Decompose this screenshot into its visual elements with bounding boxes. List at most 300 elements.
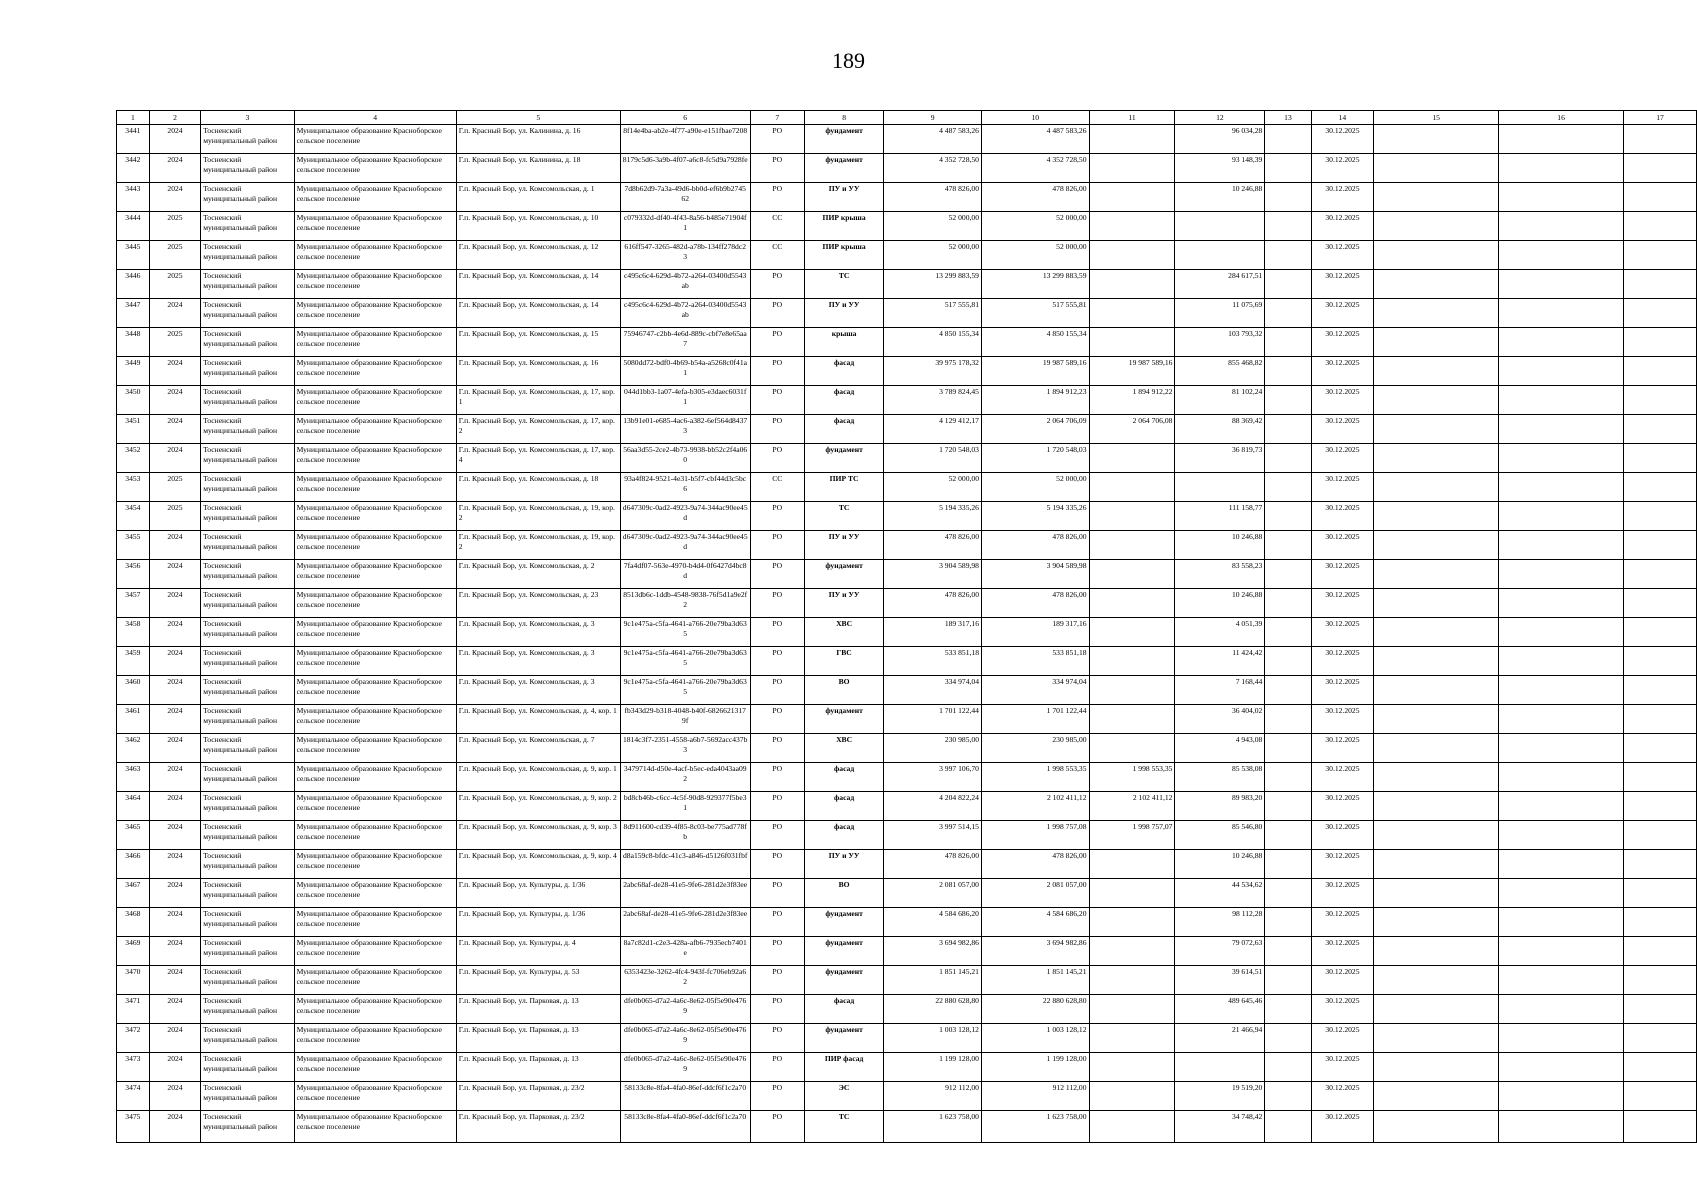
- cell-work-type: фундамент: [804, 125, 883, 154]
- cell-col-13: [1265, 560, 1311, 589]
- cell-construction-control: 21 466,94: [1175, 1024, 1265, 1053]
- cell-year: 2024: [149, 415, 200, 444]
- cell-col-16: [1499, 328, 1624, 357]
- cell-work-type: фундамент: [804, 560, 883, 589]
- cell-col-16: [1499, 154, 1624, 183]
- cell-regional-fund: 912 112,00: [981, 1082, 1089, 1111]
- cell-work-type: фасад: [804, 821, 883, 850]
- cell-row-number: 3451: [117, 415, 150, 444]
- cell-work-type: ТС: [804, 502, 883, 531]
- cell-fund-type: РО: [750, 792, 804, 821]
- cell-col-15: [1374, 1024, 1499, 1053]
- cell-col-17: [1624, 1111, 1697, 1143]
- cell-col-13: [1265, 995, 1311, 1024]
- cell-col-17: [1624, 850, 1697, 879]
- cell-col-13: [1265, 589, 1311, 618]
- cell-col-16: [1499, 1053, 1624, 1082]
- cell-municipality: Муниципальное образование Красноборское сельское поселение: [294, 792, 456, 821]
- cell-col-13: [1265, 357, 1311, 386]
- cell-col-17: [1624, 1082, 1697, 1111]
- cell-row-number: 3456: [117, 560, 150, 589]
- cell-work-type: фасад: [804, 357, 883, 386]
- cell-fund-type: РО: [750, 531, 804, 560]
- cell-col-13: [1265, 705, 1311, 734]
- cell-col-13: [1265, 1024, 1311, 1053]
- cell-total-cost: 1 623 758,00: [884, 1111, 982, 1143]
- cell-col-16: [1499, 821, 1624, 850]
- cell-col-16: [1499, 473, 1624, 502]
- cell-construction-control: [1175, 212, 1265, 241]
- cell-work-type: фундамент: [804, 705, 883, 734]
- cell-col-13: [1265, 154, 1311, 183]
- cell-col-17: [1624, 154, 1697, 183]
- cell-regional-fund: 2 081 057,00: [981, 879, 1089, 908]
- table-row: [117, 473, 1697, 502]
- cell-house-guid: 9c1e475a-c5fa-4641-a766-20e79ba3d635: [620, 618, 750, 647]
- cell-construction-control: 111 158,77: [1175, 502, 1265, 531]
- table-row: [117, 676, 1697, 705]
- cell-regional-fund: 2 102 411,12: [981, 792, 1089, 821]
- cell-year: 2024: [149, 879, 200, 908]
- column-header-6: 6: [620, 111, 750, 125]
- cell-address: Г.п. Красный Бор, ул. Комсомольская, д. 3: [456, 647, 620, 676]
- cell-col-17: [1624, 473, 1697, 502]
- cell-district: Тосненский муниципальный район: [201, 734, 294, 763]
- cell-construction-control: 83 558,23: [1175, 560, 1265, 589]
- cell-col-13: [1265, 415, 1311, 444]
- cell-owner-funds: [1089, 966, 1175, 995]
- cell-fund-type: РО: [750, 125, 804, 154]
- cell-col-13: [1265, 1082, 1311, 1111]
- table-row: [117, 1024, 1697, 1053]
- cell-work-type: ПУ и УУ: [804, 589, 883, 618]
- cell-construction-control: 89 983,20: [1175, 792, 1265, 821]
- cell-fund-type: РО: [750, 1082, 804, 1111]
- cell-owner-funds: 2 102 411,12: [1089, 792, 1175, 821]
- cell-fund-type: РО: [750, 589, 804, 618]
- cell-col-17: [1624, 966, 1697, 995]
- cell-col-15: [1374, 995, 1499, 1024]
- cell-municipality: Муниципальное образование Красноборское сельское поселение: [294, 473, 456, 502]
- cell-municipality: Муниципальное образование Красноборское сельское поселение: [294, 589, 456, 618]
- cell-col-17: [1624, 125, 1697, 154]
- cell-owner-funds: [1089, 908, 1175, 937]
- cell-col-16: [1499, 879, 1624, 908]
- cell-regional-fund: 334 974,04: [981, 676, 1089, 705]
- cell-address: Г.п. Красный Бор, ул. Культуры, д. 1/36: [456, 908, 620, 937]
- cell-municipality: Муниципальное образование Красноборское сельское поселение: [294, 676, 456, 705]
- cell-house-guid: 8d911600-cd39-4f85-8c03-be775ad778fb: [620, 821, 750, 850]
- cell-district: Тосненский муниципальный район: [201, 937, 294, 966]
- cell-house-guid: 2abc68af-de28-41e5-9fe6-281d2e3f83ee: [620, 879, 750, 908]
- cell-house-guid: 8513db6c-1ddb-4548-9838-76f5d1a9e2f2: [620, 589, 750, 618]
- cell-total-cost: 13 299 883,59: [884, 270, 982, 299]
- cell-year: 2024: [149, 966, 200, 995]
- cell-total-cost: 3 997 514,15: [884, 821, 982, 850]
- cell-house-guid: dfe0b065-d7a2-4a6c-8e62-05f5e90e4769: [620, 995, 750, 1024]
- cell-row-number: 3471: [117, 995, 150, 1024]
- table-row: [117, 444, 1697, 473]
- cell-completion-date: 30.12.2025: [1311, 473, 1374, 502]
- cell-work-type: фасад: [804, 792, 883, 821]
- cell-total-cost: 4 850 155,34: [884, 328, 982, 357]
- cell-address: Г.п. Красный Бор, ул. Парковая, д. 13: [456, 995, 620, 1024]
- cell-owner-funds: [1089, 589, 1175, 618]
- cell-work-type: ТС: [804, 1111, 883, 1143]
- cell-owner-funds: [1089, 502, 1175, 531]
- cell-completion-date: 30.12.2025: [1311, 676, 1374, 705]
- cell-completion-date: 30.12.2025: [1311, 589, 1374, 618]
- table-body: [117, 125, 1697, 1143]
- cell-fund-type: СС: [750, 241, 804, 270]
- cell-address: Г.п. Красный Бор, ул. Культуры, д. 53: [456, 966, 620, 995]
- cell-regional-fund: 189 317,16: [981, 618, 1089, 647]
- cell-col-17: [1624, 241, 1697, 270]
- cell-district: Тосненский муниципальный район: [201, 879, 294, 908]
- cell-fund-type: РО: [750, 995, 804, 1024]
- cell-col-17: [1624, 792, 1697, 821]
- cell-row-number: 3444: [117, 212, 150, 241]
- cell-regional-fund: 1 199 128,00: [981, 1053, 1089, 1082]
- cell-col-17: [1624, 763, 1697, 792]
- cell-work-type: ПИР ТС: [804, 473, 883, 502]
- cell-fund-type: РО: [750, 444, 804, 473]
- cell-fund-type: РО: [750, 647, 804, 676]
- table-row: [117, 966, 1697, 995]
- cell-col-17: [1624, 299, 1697, 328]
- cell-house-guid: c495c6c4-629d-4b72-a264-03400d5543ab: [620, 270, 750, 299]
- cell-district: Тосненский муниципальный район: [201, 966, 294, 995]
- cell-row-number: 3473: [117, 1053, 150, 1082]
- cell-construction-control: 85 538,08: [1175, 763, 1265, 792]
- cell-work-type: фундамент: [804, 908, 883, 937]
- cell-completion-date: 30.12.2025: [1311, 154, 1374, 183]
- cell-work-type: ТС: [804, 270, 883, 299]
- cell-address: Г.п. Красный Бор, ул. Комсомольская, д. 3: [456, 676, 620, 705]
- cell-construction-control: [1175, 241, 1265, 270]
- cell-row-number: 3464: [117, 792, 150, 821]
- cell-fund-type: СС: [750, 212, 804, 241]
- cell-work-type: фундамент: [804, 154, 883, 183]
- cell-col-15: [1374, 560, 1499, 589]
- cell-col-13: [1265, 1111, 1311, 1143]
- cell-address: Г.п. Красный Бор, ул. Комсомольская, д. 4, кор. 1: [456, 705, 620, 734]
- cell-year: 2024: [149, 792, 200, 821]
- cell-address: Г.п. Красный Бор, ул. Парковая, д. 23/2: [456, 1111, 620, 1143]
- cell-completion-date: 30.12.2025: [1311, 241, 1374, 270]
- table-row: [117, 125, 1697, 154]
- cell-district: Тосненский муниципальный район: [201, 676, 294, 705]
- cell-completion-date: 30.12.2025: [1311, 357, 1374, 386]
- cell-year: 2024: [149, 154, 200, 183]
- cell-regional-fund: 19 987 589,16: [981, 357, 1089, 386]
- cell-completion-date: 30.12.2025: [1311, 415, 1374, 444]
- cell-total-cost: 52 000,00: [884, 212, 982, 241]
- cell-col-15: [1374, 676, 1499, 705]
- cell-construction-control: 36 404,02: [1175, 705, 1265, 734]
- cell-col-13: [1265, 792, 1311, 821]
- cell-total-cost: 517 555,81: [884, 299, 982, 328]
- cell-fund-type: РО: [750, 1111, 804, 1143]
- cell-district: Тосненский муниципальный район: [201, 154, 294, 183]
- cell-col-17: [1624, 386, 1697, 415]
- column-header-12: 12: [1175, 111, 1265, 125]
- cell-fund-type: РО: [750, 879, 804, 908]
- cell-municipality: Муниципальное образование Красноборское сельское поселение: [294, 763, 456, 792]
- cell-house-guid: 7d8b62d9-7a3a-49d6-bb0d-ef6b9b274562: [620, 183, 750, 212]
- cell-total-cost: 4 352 728,50: [884, 154, 982, 183]
- cell-fund-type: СС: [750, 473, 804, 502]
- cell-col-16: [1499, 1111, 1624, 1143]
- cell-year: 2024: [149, 676, 200, 705]
- cell-col-16: [1499, 676, 1624, 705]
- cell-col-17: [1624, 328, 1697, 357]
- cell-row-number: 3446: [117, 270, 150, 299]
- column-header-10: 10: [981, 111, 1089, 125]
- cell-completion-date: 30.12.2025: [1311, 531, 1374, 560]
- cell-total-cost: 478 826,00: [884, 531, 982, 560]
- cell-row-number: 3449: [117, 357, 150, 386]
- cell-construction-control: 81 102,24: [1175, 386, 1265, 415]
- cell-col-15: [1374, 937, 1499, 966]
- cell-year: 2024: [149, 647, 200, 676]
- cell-completion-date: 30.12.2025: [1311, 734, 1374, 763]
- cell-owner-funds: [1089, 241, 1175, 270]
- cell-col-13: [1265, 328, 1311, 357]
- cell-col-13: [1265, 386, 1311, 415]
- cell-total-cost: 912 112,00: [884, 1082, 982, 1111]
- cell-address: Г.п. Красный Бор, ул. Комсомольская, д. 3: [456, 618, 620, 647]
- cell-municipality: Муниципальное образование Красноборское сельское поселение: [294, 299, 456, 328]
- cell-row-number: 3474: [117, 1082, 150, 1111]
- cell-col-13: [1265, 299, 1311, 328]
- cell-completion-date: 30.12.2025: [1311, 850, 1374, 879]
- cell-col-17: [1624, 879, 1697, 908]
- cell-year: 2024: [149, 1053, 200, 1082]
- cell-municipality: Муниципальное образование Красноборское сельское поселение: [294, 415, 456, 444]
- cell-construction-control: 10 246,88: [1175, 531, 1265, 560]
- cell-col-15: [1374, 531, 1499, 560]
- cell-owner-funds: [1089, 183, 1175, 212]
- table-row: [117, 560, 1697, 589]
- cell-col-17: [1624, 618, 1697, 647]
- cell-house-guid: 13b91e01-e685-4ac6-a382-6ef564d84373: [620, 415, 750, 444]
- cell-house-guid: 56aa3d55-2ce2-4b73-9938-bb52c2f4a060: [620, 444, 750, 473]
- cell-district: Тосненский муниципальный район: [201, 502, 294, 531]
- cell-district: Тосненский муниципальный район: [201, 531, 294, 560]
- cell-address: Г.п. Красный Бор, ул. Комсомольская, д. 23: [456, 589, 620, 618]
- cell-owner-funds: [1089, 618, 1175, 647]
- cell-fund-type: РО: [750, 676, 804, 705]
- cell-col-16: [1499, 531, 1624, 560]
- cell-work-type: ЭС: [804, 1082, 883, 1111]
- cell-col-16: [1499, 966, 1624, 995]
- cell-year: 2024: [149, 386, 200, 415]
- cell-work-type: фасад: [804, 386, 883, 415]
- cell-work-type: ПИР крыша: [804, 241, 883, 270]
- cell-col-15: [1374, 1082, 1499, 1111]
- cell-col-17: [1624, 183, 1697, 212]
- cell-col-15: [1374, 328, 1499, 357]
- cell-construction-control: [1175, 473, 1265, 502]
- cell-municipality: Муниципальное образование Красноборское сельское поселение: [294, 444, 456, 473]
- cell-total-cost: 478 826,00: [884, 183, 982, 212]
- cell-col-15: [1374, 618, 1499, 647]
- cell-regional-fund: 5 194 335,26: [981, 502, 1089, 531]
- column-header-15: 15: [1374, 111, 1499, 125]
- cell-district: Тосненский муниципальный район: [201, 386, 294, 415]
- cell-col-13: [1265, 937, 1311, 966]
- cell-municipality: Муниципальное образование Красноборское сельское поселение: [294, 1082, 456, 1111]
- cell-col-15: [1374, 821, 1499, 850]
- cell-district: Тосненский муниципальный район: [201, 995, 294, 1024]
- cell-year: 2025: [149, 473, 200, 502]
- cell-total-cost: 478 826,00: [884, 850, 982, 879]
- cell-regional-fund: 4 584 686,20: [981, 908, 1089, 937]
- cell-municipality: Муниципальное образование Красноборское сельское поселение: [294, 560, 456, 589]
- cell-regional-fund: 1 623 758,00: [981, 1111, 1089, 1143]
- cell-total-cost: 4 204 822,24: [884, 792, 982, 821]
- cell-owner-funds: [1089, 1111, 1175, 1143]
- cell-district: Тосненский муниципальный район: [201, 357, 294, 386]
- cell-owner-funds: [1089, 647, 1175, 676]
- cell-col-15: [1374, 792, 1499, 821]
- cell-owner-funds: [1089, 1024, 1175, 1053]
- cell-municipality: Муниципальное образование Красноборское сельское поселение: [294, 183, 456, 212]
- cell-fund-type: РО: [750, 734, 804, 763]
- cell-work-type: ПУ и УУ: [804, 850, 883, 879]
- cell-address: Г.п. Красный Бор, ул. Культуры, д. 4: [456, 937, 620, 966]
- cell-address: Г.п. Красный Бор, ул. Комсомольская, д. 7: [456, 734, 620, 763]
- cell-address: Г.п. Красный Бор, ул. Парковая, д. 13: [456, 1024, 620, 1053]
- cell-row-number: 3459: [117, 647, 150, 676]
- cell-house-guid: 8179c5d6-3a9b-4f07-a6c8-fc5d9a7928fe: [620, 154, 750, 183]
- cell-regional-fund: 1 720 548,03: [981, 444, 1089, 473]
- table-row: [117, 850, 1697, 879]
- cell-house-guid: 5080dd72-bdf0-4b69-b54a-a5268c0f41a1: [620, 357, 750, 386]
- cell-house-guid: fb343d29-b318-4048-b40f-68266213179f: [620, 705, 750, 734]
- table-row: [117, 154, 1697, 183]
- cell-fund-type: РО: [750, 908, 804, 937]
- cell-owner-funds: [1089, 444, 1175, 473]
- cell-total-cost: 230 985,00: [884, 734, 982, 763]
- cell-fund-type: РО: [750, 154, 804, 183]
- cell-col-13: [1265, 763, 1311, 792]
- cell-house-guid: 1814c3f7-2351-4558-a6b7-5692acc437b3: [620, 734, 750, 763]
- cell-construction-control: 19 519,20: [1175, 1082, 1265, 1111]
- cell-owner-funds: [1089, 270, 1175, 299]
- cell-col-13: [1265, 473, 1311, 502]
- cell-fund-type: РО: [750, 705, 804, 734]
- cell-year: 2025: [149, 328, 200, 357]
- cell-municipality: Муниципальное образование Красноборское сельское поселение: [294, 821, 456, 850]
- cell-completion-date: 30.12.2025: [1311, 299, 1374, 328]
- column-header-11: 11: [1089, 111, 1175, 125]
- cell-municipality: Муниципальное образование Красноборское сельское поселение: [294, 618, 456, 647]
- column-header-16: 16: [1499, 111, 1624, 125]
- cell-address: Г.п. Красный Бор, ул. Калинина, д. 16: [456, 125, 620, 154]
- cell-col-13: [1265, 531, 1311, 560]
- cell-completion-date: 30.12.2025: [1311, 183, 1374, 212]
- cell-address: Г.п. Красный Бор, ул. Комсомольская, д. 15: [456, 328, 620, 357]
- cell-municipality: Муниципальное образование Красноборское сельское поселение: [294, 647, 456, 676]
- cell-year: 2024: [149, 734, 200, 763]
- table-header: [117, 111, 1697, 125]
- cell-municipality: Муниципальное образование Красноборское сельское поселение: [294, 966, 456, 995]
- column-header-1: 1: [117, 111, 150, 125]
- cell-address: Г.п. Красный Бор, ул. Парковая, д. 23/2: [456, 1082, 620, 1111]
- cell-house-guid: c495c6c4-629d-4b72-a264-03400d5543ab: [620, 299, 750, 328]
- cell-col-16: [1499, 415, 1624, 444]
- cell-house-guid: 3479714d-d50e-4acf-b5ec-eda4043aa092: [620, 763, 750, 792]
- cell-municipality: Муниципальное образование Красноборское сельское поселение: [294, 154, 456, 183]
- cell-col-13: [1265, 183, 1311, 212]
- cell-regional-fund: 1 998 757,08: [981, 821, 1089, 850]
- cell-house-guid: 9c1e475a-c5fa-4641-a766-20e79ba3d635: [620, 676, 750, 705]
- cell-owner-funds: 1 998 757,07: [1089, 821, 1175, 850]
- table-row: [117, 908, 1697, 937]
- cell-construction-control: 10 246,88: [1175, 589, 1265, 618]
- cell-col-16: [1499, 647, 1624, 676]
- cell-row-number: 3450: [117, 386, 150, 415]
- cell-total-cost: 39 975 178,32: [884, 357, 982, 386]
- cell-district: Тосненский муниципальный район: [201, 241, 294, 270]
- cell-municipality: Муниципальное образование Красноборское сельское поселение: [294, 212, 456, 241]
- cell-total-cost: 189 317,16: [884, 618, 982, 647]
- cell-fund-type: РО: [750, 937, 804, 966]
- cell-col-17: [1624, 560, 1697, 589]
- cell-col-16: [1499, 995, 1624, 1024]
- cell-regional-fund: 4 352 728,50: [981, 154, 1089, 183]
- cell-construction-control: 44 534,62: [1175, 879, 1265, 908]
- cell-col-17: [1624, 647, 1697, 676]
- cell-fund-type: РО: [750, 1024, 804, 1053]
- cell-construction-control: 34 748,42: [1175, 1111, 1265, 1143]
- cell-completion-date: 30.12.2025: [1311, 792, 1374, 821]
- cell-owner-funds: [1089, 734, 1175, 763]
- cell-completion-date: 30.12.2025: [1311, 560, 1374, 589]
- cell-col-15: [1374, 966, 1499, 995]
- cell-total-cost: 478 826,00: [884, 589, 982, 618]
- table-row: [117, 705, 1697, 734]
- cell-fund-type: РО: [750, 502, 804, 531]
- cell-house-guid: 8a7c82d1-c2e3-428a-afb6-7935ecb7401e: [620, 937, 750, 966]
- cell-completion-date: 30.12.2025: [1311, 328, 1374, 357]
- cell-fund-type: РО: [750, 966, 804, 995]
- cell-col-13: [1265, 502, 1311, 531]
- cell-total-cost: 1 701 122,44: [884, 705, 982, 734]
- column-header-4: 4: [294, 111, 456, 125]
- cell-year: 2024: [149, 560, 200, 589]
- cell-owner-funds: [1089, 879, 1175, 908]
- cell-fund-type: РО: [750, 821, 804, 850]
- cell-row-number: 3455: [117, 531, 150, 560]
- table-row: [117, 386, 1697, 415]
- cell-work-type: ВО: [804, 676, 883, 705]
- cell-completion-date: 30.12.2025: [1311, 212, 1374, 241]
- cell-construction-control: 79 072,63: [1175, 937, 1265, 966]
- table-row: [117, 763, 1697, 792]
- cell-municipality: Муниципальное образование Красноборское сельское поселение: [294, 1024, 456, 1053]
- cell-work-type: фундамент: [804, 1024, 883, 1053]
- cell-year: 2024: [149, 1111, 200, 1143]
- cell-house-guid: 6353423e-3262-4fc4-943f-fc706eb92a62: [620, 966, 750, 995]
- cell-district: Тосненский муниципальный район: [201, 183, 294, 212]
- cell-row-number: 3441: [117, 125, 150, 154]
- cell-district: Тосненский муниципальный район: [201, 560, 294, 589]
- cell-row-number: 3448: [117, 328, 150, 357]
- cell-row-number: 3470: [117, 966, 150, 995]
